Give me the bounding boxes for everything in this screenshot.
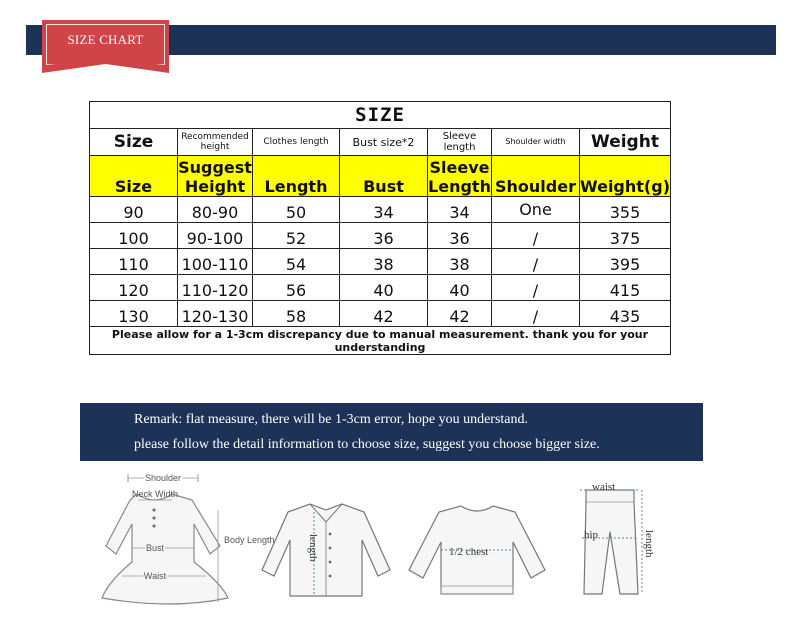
cell-shoulder: /: [492, 275, 580, 301]
cell-sleeve: 40: [428, 275, 492, 301]
cell-length: 50: [253, 197, 340, 223]
cell-weight: 355: [580, 197, 671, 223]
cell-size: 120: [90, 275, 178, 301]
sweater-diagram: [405, 500, 550, 600]
cell-bust: 40: [340, 275, 428, 301]
table-row: [90, 275, 671, 301]
table-row: [90, 301, 671, 327]
dress-bust-label: Bust: [145, 543, 165, 553]
cell-length: 52: [253, 223, 340, 249]
cell-height: 110-120: [178, 275, 253, 301]
header-row: [90, 129, 671, 156]
remark-line-2: please follow the detail information to choose size, suggest you choose bigger size.: [134, 437, 600, 452]
cell-shoulder: /: [492, 223, 580, 249]
header-cell: Size: [90, 129, 178, 156]
cell-sleeve: 34: [428, 197, 492, 223]
subheader-cell: Suggest Height: [178, 156, 253, 197]
cell-weight: 395: [580, 249, 671, 275]
header-cell: Recommended height: [178, 129, 253, 156]
cell-length: 54: [253, 249, 340, 275]
subheader-row: [90, 156, 671, 197]
cell-size: 90: [90, 197, 178, 223]
shirt-diagram: [258, 500, 394, 600]
cell-sleeve: 38: [428, 249, 492, 275]
cell-length: 56: [253, 275, 340, 301]
shirt-length-label: length: [307, 534, 319, 562]
table-row: [90, 223, 671, 249]
remark-line-1: Remark: flat measure, there will be 1-3cm error, hope you understand.: [134, 412, 529, 427]
header-cell: Bust size*2: [340, 129, 428, 156]
cell-sleeve: 36: [428, 223, 492, 249]
table-title: SIZE: [90, 102, 671, 129]
cell-size: 130: [90, 301, 178, 327]
dress-waist-label: Waist: [143, 571, 167, 581]
cell-height: 80-90: [178, 197, 253, 223]
subheader-cell: Sleeve Length: [428, 156, 492, 197]
cell-bust: 34: [340, 197, 428, 223]
header-cell: Shoulder width: [492, 129, 580, 156]
cell-height: 100-110: [178, 249, 253, 275]
cell-bust: 42: [340, 301, 428, 327]
cell-height: 90-100: [178, 223, 253, 249]
cell-weight: 435: [580, 301, 671, 327]
header-cell: Weight: [580, 129, 671, 156]
cell-bust: 36: [340, 223, 428, 249]
subheader-cell: Length: [253, 156, 340, 197]
subheader-cell: Size: [90, 156, 178, 197]
pants-waist-label: waist: [592, 481, 616, 493]
remark-banner: [80, 403, 703, 461]
dress-diagram: [82, 466, 275, 608]
cell-size: 100: [90, 223, 178, 249]
pants-hip-label: hip: [584, 529, 599, 541]
cell-weight: 415: [580, 275, 671, 301]
note-row: [90, 327, 671, 355]
cell-shoulder: /: [492, 301, 580, 327]
subheader-cell: Bust: [340, 156, 428, 197]
cell-weight: 375: [580, 223, 671, 249]
measurement-note: Please allow for a 1-3cm discrepancy due to manual measurement. thank you for your understanding: [90, 327, 671, 355]
pants-length-label: length: [643, 530, 655, 558]
size-chart-tag-label: SIZE CHART: [67, 32, 144, 47]
cell-sleeve: 42: [428, 301, 492, 327]
table-row: [90, 249, 671, 275]
subheader-cell: Shoulder: [492, 156, 580, 197]
cell-bust: 38: [340, 249, 428, 275]
cell-size: 110: [90, 249, 178, 275]
sweater-chest-label: 1/2 chest: [449, 546, 489, 558]
cell-shoulder: One: [492, 197, 580, 223]
dress-body-length-label: Body Length: [224, 535, 275, 545]
header-cell: Sleeve length: [428, 129, 492, 156]
cell-length: 58: [253, 301, 340, 327]
pants-diagram: [572, 476, 672, 604]
header-cell: Clothes length: [253, 129, 340, 156]
dress-shoulder-label: Shoulder: [144, 473, 182, 483]
cell-height: 120-130: [178, 301, 253, 327]
size-table: [89, 101, 671, 355]
dress-neck-label: Neck Width: [131, 489, 179, 499]
cell-shoulder: /: [492, 249, 580, 275]
subheader-cell: Weight(g): [580, 156, 671, 197]
table-row: [90, 197, 671, 223]
